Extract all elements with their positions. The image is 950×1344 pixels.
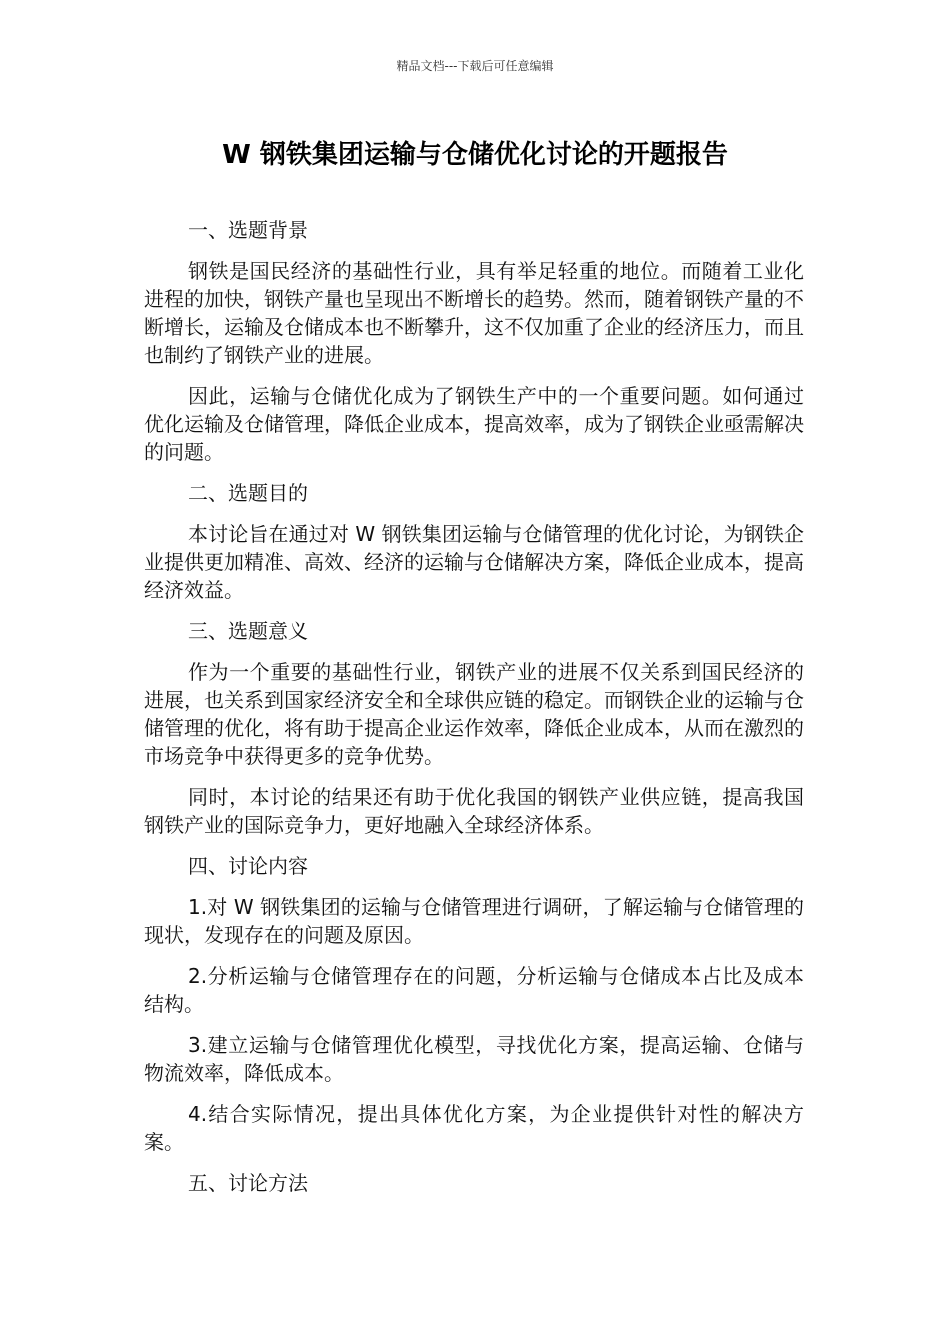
content-item-2: 2.分析运输与仓储管理存在的问题，分析运输与仓储成本占比及成本结构。 (144, 964, 804, 1016)
section-heading-purpose: 二、选题目的 (188, 481, 308, 505)
document-body (144, 216, 804, 1210)
section-heading-methods: 五、讨论方法 (188, 1171, 308, 1195)
section-heading-significance: 三、选题意义 (188, 619, 308, 643)
paragraph-significance-1: 作为一个重要的基础性行业，钢铁产业的进展不仅关系到国民经济的进展，也关系到国家经济安全和全球供应链的稳定。而钢铁企业的运输与仓储管理的优化，将有助于提高企业运作效率，降低企业成本，从而在激烈的市场竞争中获得更多的竞争优势。 (144, 660, 804, 768)
paragraph-background-2: 因此，运输与仓储优化成为了钢铁生产中的一个重要问题。如何通过优化运输及仓储管理，降低企业成本，提高效率，成为了钢铁企业亟需解决的问题。 (144, 384, 804, 464)
document-title: W 钢铁集团运输与仓储优化讨论的开题报告 (222, 140, 728, 170)
content-item-4: 4.结合实际情况，提出具体优化方案，为企业提供针对性的解决方案。 (144, 1102, 804, 1154)
paragraph-background-1: 钢铁是国民经济的基础性行业，具有举足轻重的地位。而随着工业化进程的加快，钢铁产量也呈现出不断增长的趋势。然而，随着钢铁产量的不断增长，运输及仓储成本也不断攀升，这不仅加重了企业的经济压力，而且也制约了钢铁产业的进展。 (144, 259, 804, 367)
content-item-3: 3.建立运输与仓储管理优化模型，寻找优化方案，提高运输、仓储与物流效率，降低成本。 (144, 1033, 804, 1085)
header-note: 精品文档---下载后可任意编辑 (396, 59, 554, 73)
section-heading-content: 四、讨论内容 (188, 854, 308, 878)
paragraph-purpose: 本讨论旨在通过对 W 钢铁集团运输与仓储管理的优化讨论，为钢铁企业提供更加精准、高效、经济的运输与仓储解决方案，降低企业成本，提高经济效益。 (144, 522, 804, 602)
section-heading-background: 一、选题背景 (188, 218, 308, 242)
content-item-1: 1.对 W 钢铁集团的运输与仓储管理进行调研，了解运输与仓储管理的现状，发现存在的问题及原因。 (144, 895, 804, 947)
paragraph-significance-2: 同时，本讨论的结果还有助于优化我国的钢铁产业供应链，提高我国钢铁产业的国际竞争力，更好地融入全球经济体系。 (144, 785, 804, 837)
